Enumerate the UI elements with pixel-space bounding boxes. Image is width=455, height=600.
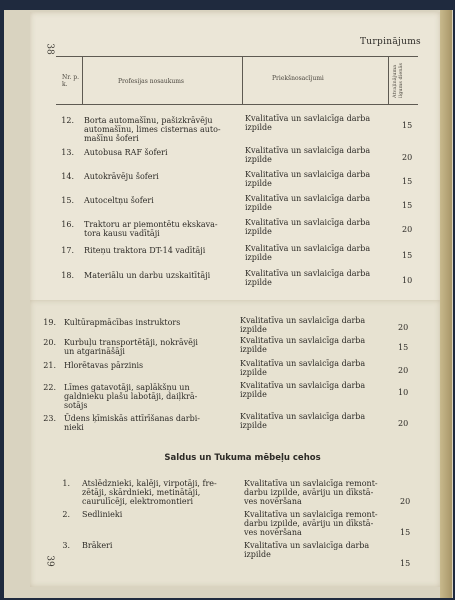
row-number: 16.	[61, 220, 74, 229]
conditions-line: ves novēršana	[244, 497, 302, 506]
row-days: 10	[398, 388, 409, 397]
row-profession	[84, 148, 168, 157]
row-number: 19.	[43, 318, 56, 327]
row-profession	[84, 196, 154, 205]
page-number-top: 38	[44, 43, 55, 55]
profession-line: Autobusa RAF šoferi	[84, 148, 168, 157]
conditions-line: Kvalitatīva un savlaicīga darba	[240, 359, 366, 368]
row-profession	[64, 383, 197, 410]
conditions-line: izpilde	[245, 278, 272, 287]
conditions-line: Kvalitatīva un savlaicīga remont-	[244, 510, 378, 519]
profession-line: automašīnu, limes cisternas auto-	[84, 125, 221, 134]
row-conditions	[240, 412, 365, 430]
conditions-line: izpilde	[240, 421, 267, 430]
header-col-profession: Profesijas nosaukums	[118, 78, 184, 85]
row-conditions	[244, 479, 378, 506]
header-col-days: Atvaļinājuma ilgums dienās	[392, 62, 404, 98]
header-bottom-rule	[56, 104, 418, 105]
row-conditions	[244, 510, 378, 537]
profession-line: galdnieku plašu labotāji, daiļkrā-	[64, 392, 198, 401]
row-days: 15	[402, 201, 413, 210]
conditions-line: izpilde	[245, 123, 272, 132]
row-conditions	[244, 541, 369, 559]
page-edge	[440, 10, 452, 598]
row-profession	[64, 361, 143, 370]
conditions-line: Kvalitatīva un savlaicīga darba	[245, 146, 371, 155]
row-profession	[64, 318, 180, 327]
row-number: 17.	[61, 246, 74, 255]
row-days: 10	[402, 276, 413, 285]
conditions-line: izpilde	[240, 368, 267, 377]
conditions-line: izpilde	[245, 155, 272, 164]
header-divider-1	[82, 56, 83, 104]
profession-line: Materiālu un darbu uzskaitītāji	[84, 271, 211, 280]
conditions-line: izpilde	[245, 203, 272, 212]
row-conditions	[240, 316, 365, 334]
profession-line: Kultūrapmācības instruktors	[64, 318, 181, 327]
row-profession	[84, 220, 218, 238]
row-conditions	[245, 146, 370, 164]
row-conditions	[240, 336, 365, 354]
row-profession	[82, 541, 112, 550]
row-profession	[82, 479, 217, 506]
row-conditions	[245, 194, 370, 212]
profession-line: mašīnu šoferi	[84, 134, 139, 143]
conditions-line: ves novēršana	[244, 528, 302, 537]
profession-line: nieki	[64, 423, 84, 432]
profession-line: un atgarināšāji	[64, 347, 125, 356]
conditions-line: izpilde	[245, 227, 272, 236]
profession-line: Traktoru ar piemontētu ekskava-	[84, 220, 218, 229]
row-number: 3.	[62, 541, 70, 550]
row-number: 12.	[61, 116, 74, 125]
profession-line: Autoceltņu šoferi	[84, 196, 154, 205]
conditions-line: Kvalitatīva un savlaicīga darba	[245, 114, 371, 123]
row-profession	[84, 246, 205, 255]
conditions-line: Kvalitatīva un savlaicīga darba	[245, 218, 371, 227]
profession-line: sotājs	[64, 401, 88, 410]
header-top-rule	[56, 56, 418, 57]
profession-line: Autokrāvēju šoferi	[84, 172, 159, 181]
profession-line: zētāji, skārdnieki, metinātāji,	[82, 488, 201, 497]
row-conditions	[245, 244, 370, 262]
row-conditions	[245, 269, 370, 287]
header-col-no: Nr. p. k.	[62, 74, 80, 88]
row-profession	[64, 338, 198, 356]
conditions-line: Kvalitatīva un savlaicīga darba	[245, 244, 371, 253]
row-days: 15	[400, 528, 411, 537]
conditions-line: Kvalitatīva un savlaicīga darba	[244, 541, 370, 550]
row-days: 20	[398, 366, 409, 375]
row-number: 13.	[61, 148, 74, 157]
conditions-line: izpilde	[244, 550, 271, 559]
row-days: 15	[400, 559, 411, 568]
conditions-line: izpilde	[240, 345, 267, 354]
conditions-line: Kvalitatīva un savlaicīga darba	[240, 316, 366, 325]
row-profession	[84, 172, 159, 181]
row-number: 20.	[43, 338, 56, 347]
conditions-line: izpilde	[240, 325, 267, 334]
section-title: Saldus un Tukuma mēbeļu cehos	[164, 453, 321, 463]
profession-line: Brākeri	[82, 541, 113, 550]
profession-line: Kurbuļu transportētāji, nokrāvēji	[64, 338, 198, 347]
row-profession	[84, 116, 221, 143]
row-profession	[64, 414, 200, 432]
profession-line: Sedlinieki	[82, 510, 123, 519]
row-conditions	[245, 218, 370, 236]
row-days: 20	[402, 225, 413, 234]
conditions-line: Kvalitatīva un savlaicīga darba	[245, 194, 371, 203]
row-conditions	[245, 170, 370, 188]
row-days: 15	[402, 121, 413, 130]
row-days: 15	[398, 343, 409, 352]
conditions-line: izpilde	[245, 253, 272, 262]
row-profession	[84, 271, 210, 280]
conditions-line: izpilde	[240, 390, 267, 399]
profession-line: Hlorētavas pārzinis	[64, 361, 144, 370]
row-number: 2.	[62, 510, 70, 519]
conditions-line: Kvalitatīva un savlaicīga darba	[240, 336, 366, 345]
header-col-conditions: Priekšnosacījumi	[272, 75, 324, 82]
row-number: 18.	[61, 271, 74, 280]
row-days: 15	[402, 251, 413, 260]
conditions-line: Kvalitatīva un savlaicīga darba	[245, 170, 371, 179]
conditions-line: izpilde	[245, 179, 272, 188]
row-days: 15	[402, 177, 413, 186]
profession-line: Ūdens ķīmiskās attīrīšanas darbi-	[64, 414, 201, 423]
profession-line: Līmes gatavotāji, saplākšņu un	[64, 383, 190, 392]
continued-label: Turpinājums	[360, 37, 421, 47]
conditions-line: Kvalitatīva un savlaicīga remont-	[244, 479, 378, 488]
row-conditions	[240, 381, 365, 399]
row-number: 15.	[61, 196, 74, 205]
row-profession	[82, 510, 122, 519]
conditions-line: Kvalitatīva un savlaicīga darba	[240, 412, 366, 421]
row-conditions	[245, 114, 370, 132]
profession-line: tora kausu vadītāji	[84, 229, 160, 238]
row-conditions	[240, 359, 365, 377]
row-days: 20	[398, 323, 409, 332]
row-number: 23.	[43, 414, 56, 423]
row-days: 20	[402, 153, 413, 162]
conditions-line: darbu izpilde, avāriju un dīkstā-	[244, 519, 374, 528]
conditions-line: darbu izpilde, avāriju un dīkstā-	[244, 488, 374, 497]
profession-line: caurulīcēji, elektromontieri	[82, 497, 194, 506]
row-number: 21.	[43, 361, 56, 370]
row-number: 22.	[43, 383, 56, 392]
header-divider-3	[388, 56, 389, 104]
page-number-bottom: 39	[44, 555, 55, 567]
row-number: 14.	[61, 172, 74, 181]
header-divider-2	[242, 56, 243, 104]
conditions-line: Kvalitatīva un savlaicīga darba	[245, 269, 371, 278]
profession-line: Borta automašīnu, pašizkrāvēju	[84, 116, 213, 125]
profession-line: Atslēdznieki, kalēji, virpotāji, fre-	[82, 479, 217, 488]
row-days: 20	[400, 497, 411, 506]
conditions-line: Kvalitatīva un savlaicīga darba	[240, 381, 366, 390]
row-number: 1.	[62, 479, 70, 488]
profession-line: Riteņu traktora DT-14 vadītāji	[84, 246, 206, 255]
row-days: 20	[398, 419, 409, 428]
